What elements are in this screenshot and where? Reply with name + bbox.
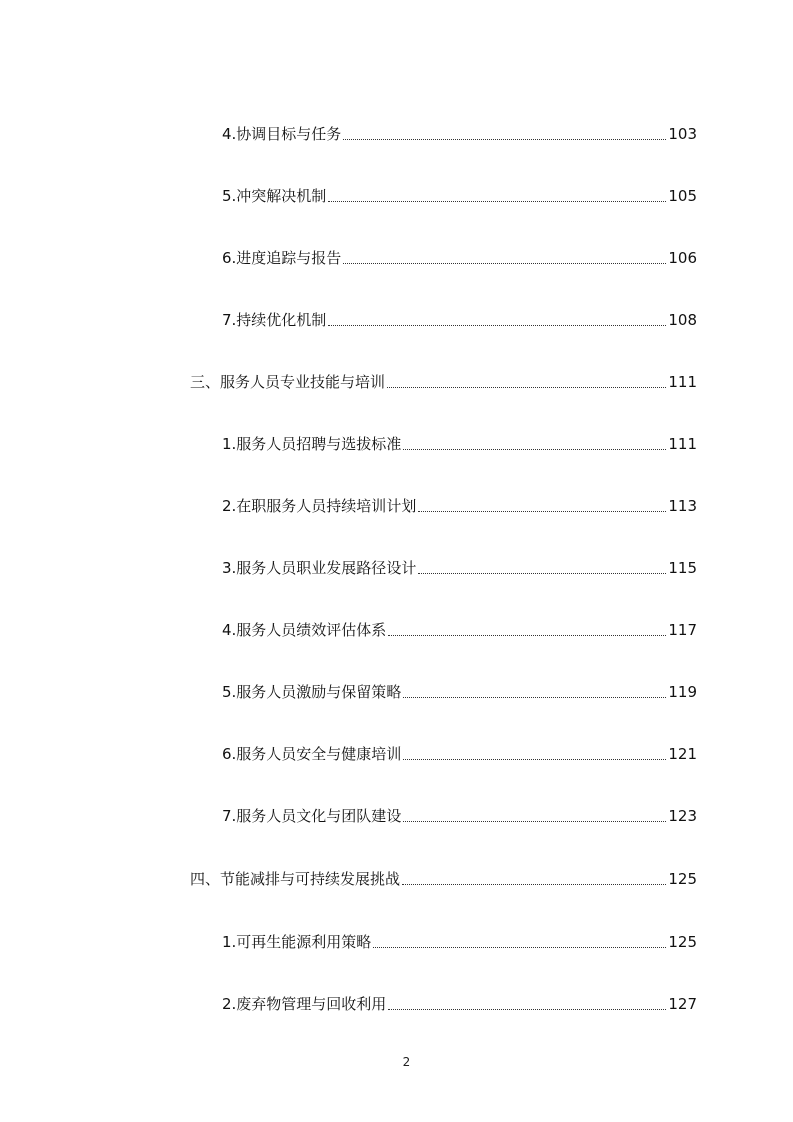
toc-dot-leader [388,635,666,636]
toc-entry-title: 4.协调目标与任务 [222,125,342,143]
toc-entry[interactable] [222,677,697,701]
toc-entry-page: 121 [668,745,697,763]
toc-dot-leader [403,759,666,760]
toc-dot-leader [343,139,666,140]
toc-dot-leader [403,697,666,698]
toc-entry-page: 117 [668,621,697,639]
toc-dot-leader [403,449,666,450]
toc-dot-leader [403,821,666,822]
toc-entry-title: 1.可再生能源利用策略 [222,933,372,951]
page-number: 2 [402,1055,411,1069]
toc-entry-title: 2.在职服务人员持续培训计划 [222,497,417,515]
toc-entry[interactable] [222,491,697,515]
toc-entry[interactable] [222,553,697,577]
toc-dot-leader [328,325,666,326]
toc-entry-page: 115 [668,559,697,577]
toc-entry-page: 108 [668,311,697,329]
toc-entry-page: 105 [668,187,697,205]
toc-dot-leader [387,387,666,388]
toc-entry-title: 7.持续优化机制 [222,311,327,329]
toc-entry-page: 125 [668,870,697,888]
toc-entry-title: 6.进度追踪与报告 [222,249,342,267]
toc-entry-title: 1.服务人员招聘与选拔标准 [222,435,402,453]
toc-entry-page: 119 [668,683,697,701]
toc-dot-leader [418,573,666,574]
toc-entry[interactable] [222,119,697,143]
toc-entry[interactable] [222,243,697,267]
toc-dot-leader [388,1009,666,1010]
toc-entry-title: 5.冲突解决机制 [222,187,327,205]
toc-entry[interactable] [222,305,697,329]
toc-entry-page: 111 [668,373,697,391]
toc-entry-page: 113 [668,497,697,515]
toc-dot-leader [373,947,666,948]
toc-entry-title: 5.服务人员激励与保留策略 [222,683,402,701]
toc-entry-title: 3.服务人员职业发展路径设计 [222,559,417,577]
toc-entry-title: 四、节能减排与可持续发展挑战 [190,870,401,888]
toc-entry-page: 125 [668,933,697,951]
toc-entry[interactable] [222,801,697,825]
toc-entry[interactable] [222,181,697,205]
toc-entry[interactable] [222,927,697,951]
toc-dot-leader [328,201,666,202]
toc-entry-page: 127 [668,995,697,1013]
toc-dot-leader [418,511,666,512]
toc-entry-page: 111 [668,435,697,453]
toc-entry[interactable] [222,615,697,639]
toc-entry-page: 123 [668,807,697,825]
toc-dot-leader [402,884,666,885]
toc-entry-page: 103 [668,125,697,143]
toc-section-entry[interactable] [190,367,697,391]
toc-section-entry[interactable] [190,864,697,888]
toc-entry-title: 4.服务人员绩效评估体系 [222,621,387,639]
toc-entry[interactable] [222,429,697,453]
toc-dot-leader [343,263,666,264]
toc-entry[interactable] [222,739,697,763]
toc-entry-title: 6.服务人员安全与健康培训 [222,745,402,763]
toc-entry-title: 三、服务人员专业技能与培训 [190,373,386,391]
toc-entry[interactable] [222,989,697,1013]
toc-entry-title: 2.废弃物管理与回收利用 [222,995,387,1013]
toc-entry-page: 106 [668,249,697,267]
toc-entry-title: 7.服务人员文化与团队建设 [222,807,402,825]
